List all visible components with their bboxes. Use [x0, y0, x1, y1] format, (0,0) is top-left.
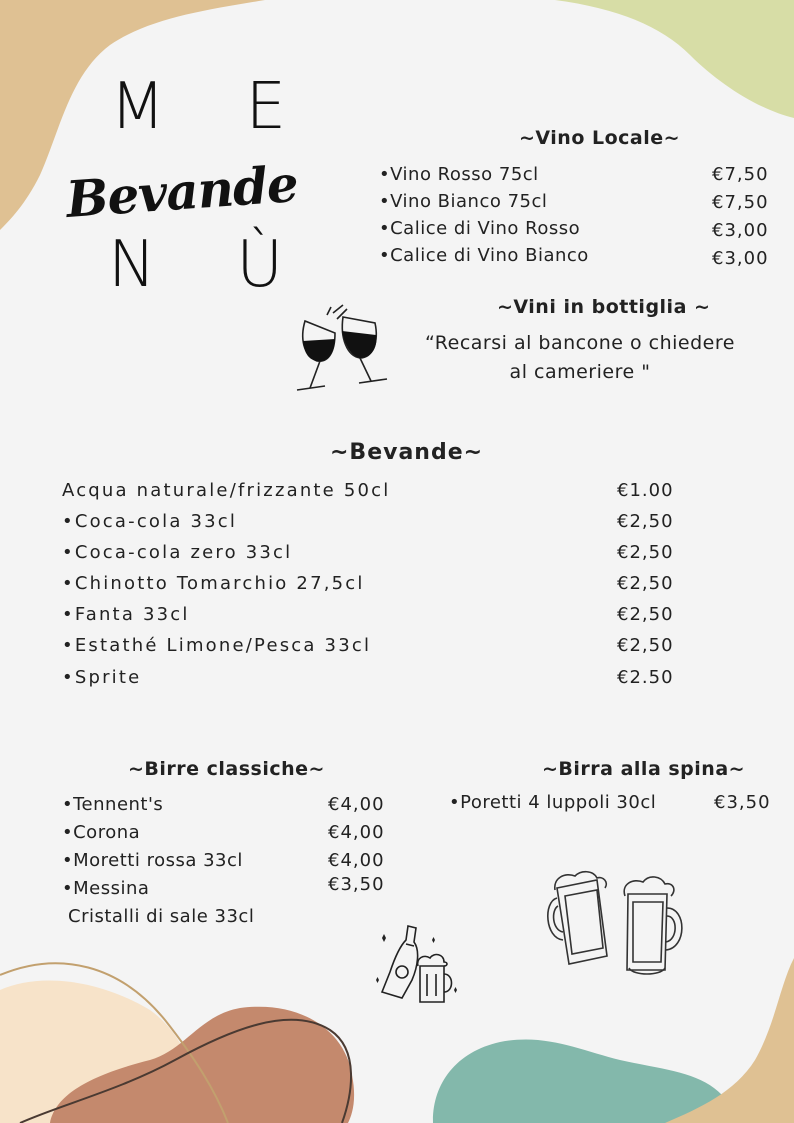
drink-item-price: €2,50 [617, 511, 674, 532]
sage-blob-top-right [555, 0, 794, 118]
wine-glasses-toast-icon [285, 303, 395, 398]
drink-item-name: •Chinotto Tomarchio 27,5cl [62, 573, 365, 594]
drink-item-name: •Estathé Limone/Pesca 33cl [62, 635, 372, 656]
birra-spina-title: ~Birra alla spina~ [542, 758, 746, 780]
wine-item-price: €7,50 [712, 164, 769, 185]
beer-item-name: •Moretti rossa 33cl [62, 850, 243, 871]
vini-bottiglia-note-line2: al cameriere " [509, 361, 651, 383]
beer-bottle-mug-icon [372, 920, 472, 1010]
drink-item-name: •Coca-cola zero 33cl [62, 542, 293, 563]
menu-script-word: Bevande [64, 153, 300, 230]
draft-beer-item-price: €3,50 [714, 792, 771, 813]
beer-item-price: €4,00 [328, 794, 385, 815]
drink-item-price: €1.00 [617, 480, 674, 501]
drink-item-name: •Coca-cola 33cl [62, 511, 238, 532]
draft-beer-item-name: •Poretti 4 luppoli 30cl [449, 792, 657, 813]
wine-item-name: •Vino Bianco 75cl [379, 191, 548, 212]
drink-item-price: €2,50 [617, 542, 674, 563]
beer-item-price: €4,00 [328, 822, 385, 843]
wine-item-name: •Vino Rosso 75cl [379, 164, 539, 185]
beer-item-name-line2: Cristalli di sale 33cl [68, 906, 255, 927]
beer-item-price: €3,50 [328, 874, 385, 895]
drink-item-name: •Fanta 33cl [62, 604, 190, 625]
vini-bottiglia-note-line1: “Recarsi al bancone o chiedere [425, 332, 735, 354]
beer-item-name: •Tennent's [62, 794, 164, 815]
beer-mugs-icon [545, 868, 695, 978]
birre-classiche-title: ~Birre classiche~ [128, 758, 325, 780]
drink-item-price: €2,50 [617, 573, 674, 594]
drink-item-name: •Sprite [62, 667, 142, 688]
drink-item-price: €2,50 [617, 604, 674, 625]
drink-item-price: €2.50 [617, 667, 674, 688]
menu-letters-bottom: N Ù [108, 228, 314, 302]
beer-item-price: €4,00 [328, 850, 385, 871]
beer-item-name: •Corona [62, 822, 141, 843]
menu-letters-top: M E [110, 70, 316, 144]
teal-blob-bottom [433, 1039, 731, 1123]
beer-item-name: •Messina [62, 878, 150, 899]
vino-locale-title: ~Vino Locale~ [519, 127, 681, 149]
bevande-title: ~Bevande~ [330, 440, 484, 465]
wine-item-name: •Calice di Vino Bianco [379, 245, 589, 266]
wine-item-name: •Calice di Vino Rosso [379, 218, 581, 239]
vini-bottiglia-title: ~Vini in bottiglia ~ [497, 296, 711, 318]
wine-item-price: €7,50 [712, 192, 769, 213]
drink-item-price: €2,50 [617, 635, 674, 656]
wine-item-price: €3,00 [712, 248, 769, 269]
wine-item-price: €3,00 [712, 220, 769, 241]
drink-item-name: Acqua naturale/frizzante 50cl [62, 480, 391, 501]
